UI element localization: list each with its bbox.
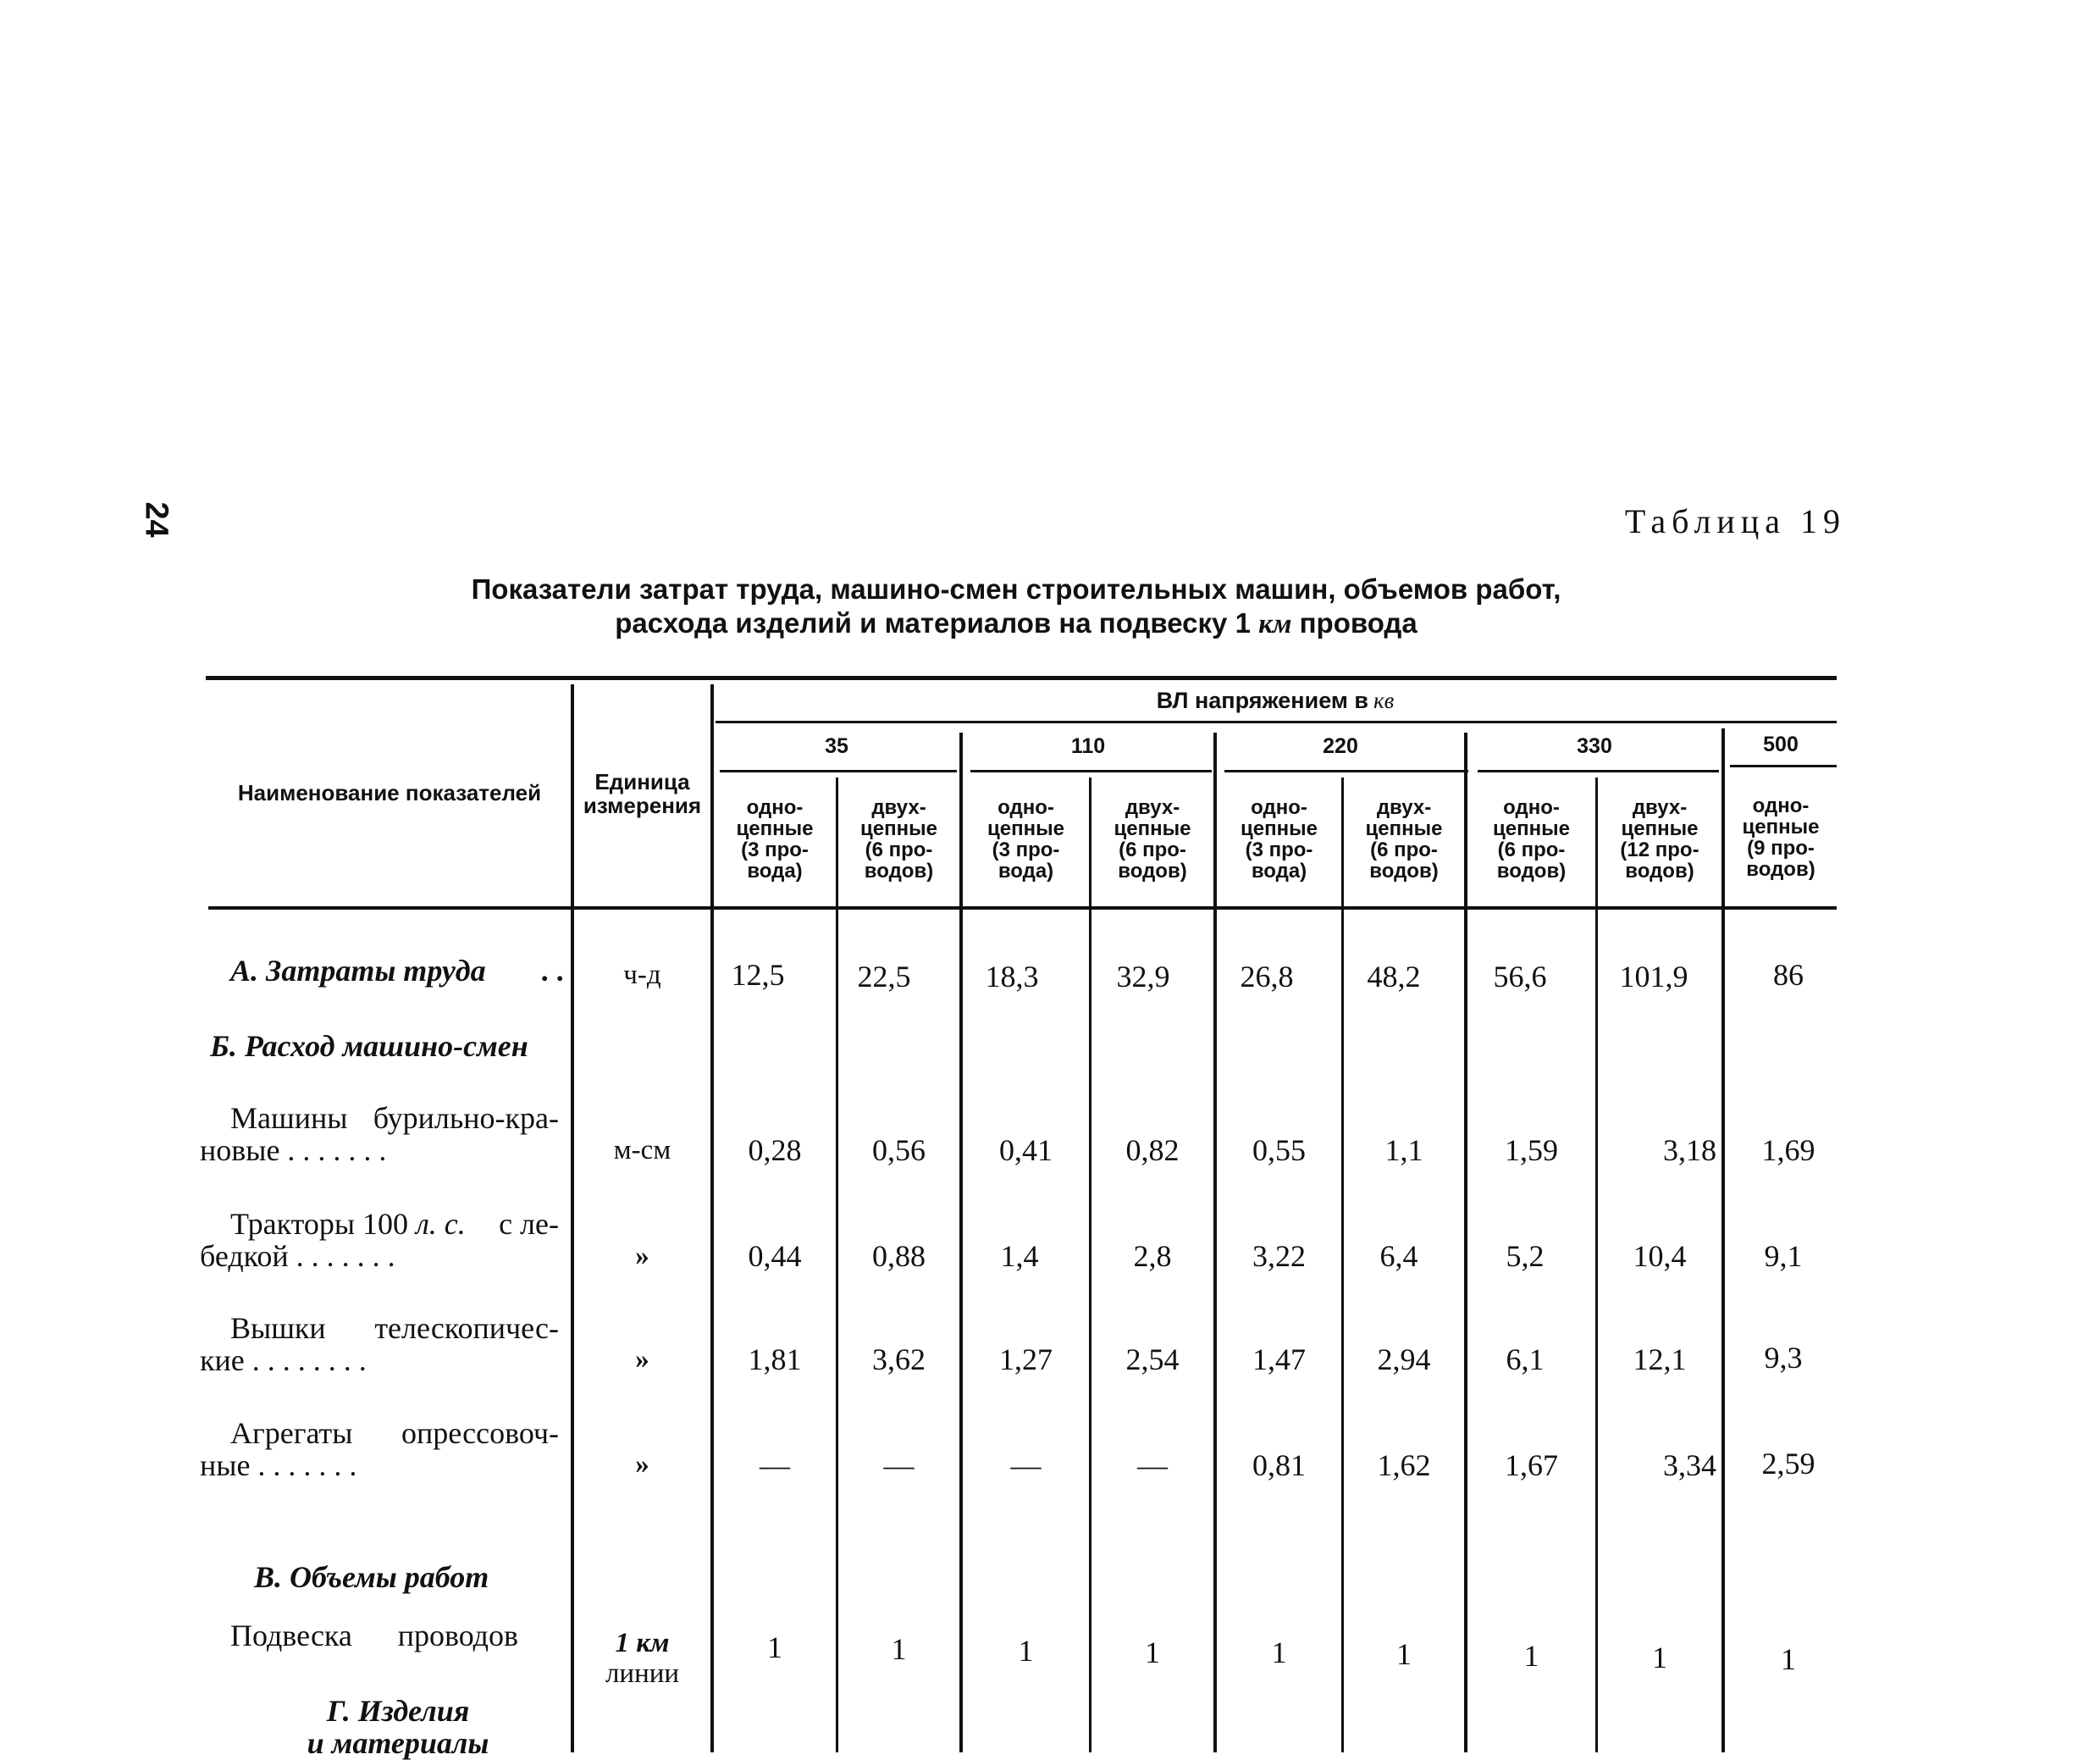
row-2-value-330-single: 5,2 xyxy=(1506,1239,1545,1273)
subheader-500-single: одно- цепные (9 про- водов) xyxy=(1742,794,1820,881)
hanging-value-330-single: 1 xyxy=(1523,1639,1539,1673)
labor-unit: ч-д xyxy=(623,960,661,990)
row-1-value-35-single: 0,28 xyxy=(748,1133,802,1167)
row-1-value-330-double: 3,18 xyxy=(1663,1133,1716,1167)
hanging-value-330-double: 1 xyxy=(1652,1641,1667,1674)
row-1-value-110-double: 0,82 xyxy=(1125,1133,1180,1167)
subheader-330-single: одно- цепные (6 про- водов) xyxy=(1493,796,1570,883)
row-4-value-220-double: 1,62 xyxy=(1377,1448,1431,1482)
row-1-value-500-single: 1,69 xyxy=(1761,1133,1815,1167)
row-3-value-500-single: 9,3 xyxy=(1764,1341,1803,1375)
row-4-value-110-double: — xyxy=(1137,1448,1168,1482)
labor-value-330-single: 56,6 xyxy=(1493,960,1547,993)
title-line-1: Показатели затрат труда, машино-смен строительных машин, объемов работ, xyxy=(471,573,1561,605)
subheader-35-single: одно- цепные (3 про- вода) xyxy=(736,796,814,883)
title-line-2: расхода изделий и материалов на подвеску 1 км провода xyxy=(615,607,1418,639)
hanging-value-35-double: 1 xyxy=(891,1632,907,1666)
voltage-rule-110 xyxy=(970,770,1212,772)
row-2-value-220-single: 3,22 xyxy=(1252,1239,1306,1273)
row-3-value-35-single: 1,81 xyxy=(748,1342,802,1376)
hanging-value-110-single: 1 xyxy=(1018,1634,1034,1668)
header-vl-voltage: ВЛ напряжением в кв xyxy=(1156,687,1395,713)
section-v-work-volumes: В. Объемы работ xyxy=(254,1560,489,1594)
row-2-value-35-single: 0,44 xyxy=(748,1239,802,1273)
row-2-value-330-double: 10,4 xyxy=(1633,1239,1687,1273)
subheader-220-double: двух- цепные (6 про- водов) xyxy=(1365,796,1443,883)
header-unit-column: Единица измерения xyxy=(583,768,702,818)
page-number: 24 xyxy=(138,501,174,538)
header-voltage-110: 110 xyxy=(1070,733,1106,758)
row-telescopic-towers: Вышки телескопичес- кие . . . . . . . . xyxy=(200,1311,559,1377)
row-conductor-hanging: Подвеска проводов xyxy=(230,1619,518,1652)
row-3-value-220-single: 1,47 xyxy=(1252,1342,1306,1376)
row-tractors-with-winch: Тракторы 100 л. с. с ле- бедкой . . . . . . . xyxy=(200,1207,559,1273)
table-label: Таблица 19 xyxy=(1624,502,1846,540)
subheader-110-double: двух- цепные (6 про- водов) xyxy=(1114,796,1191,883)
row-2-unit: » xyxy=(635,1241,649,1271)
hanging-value-35-single: 1 xyxy=(767,1630,782,1664)
voltage-rule-330 xyxy=(1478,770,1719,772)
labor-value-35-single: 12,5 xyxy=(731,958,785,992)
header-voltage-500: 500 xyxy=(1763,732,1799,756)
labor-value-500-single: 86 xyxy=(1773,958,1804,992)
section-g-products-materials: Г. Изделия и материалы xyxy=(307,1694,489,1760)
row-4-unit: » xyxy=(635,1449,649,1480)
row-1-value-330-single: 1,59 xyxy=(1505,1133,1558,1167)
row-2-value-110-double: 2,8 xyxy=(1133,1239,1172,1273)
labor-value-35-double: 22,5 xyxy=(857,960,911,993)
hanging-value-220-single: 1 xyxy=(1271,1635,1287,1669)
row-3-value-330-single: 6,1 xyxy=(1506,1342,1545,1376)
row-4-value-330-double: 3,34 xyxy=(1663,1448,1716,1482)
row-2-value-500-single: 9,1 xyxy=(1764,1239,1803,1273)
row-1-value-35-double: 0,56 xyxy=(872,1133,926,1167)
voltage-rule-35 xyxy=(720,770,957,772)
row-1-value-110-single: 0,41 xyxy=(999,1133,1053,1167)
row-4-value-220-single: 0,81 xyxy=(1252,1448,1306,1482)
hanging-value-220-double: 1 xyxy=(1396,1637,1412,1671)
hanging-value-500-single: 1 xyxy=(1781,1642,1796,1676)
header-voltage-220: 220 xyxy=(1323,733,1358,758)
labor-value-110-double: 32,9 xyxy=(1116,960,1170,993)
voltage-rule-220 xyxy=(1224,770,1468,772)
row-4-value-110-single: — xyxy=(1010,1448,1042,1482)
table-title xyxy=(339,573,1694,641)
row-4-value-35-single: — xyxy=(760,1448,790,1482)
subheader-330-double: двух- цепные (12 про- водов) xyxy=(1620,796,1699,883)
header-voltage-330: 330 xyxy=(1577,733,1612,758)
labor-value-220-double: 48,2 xyxy=(1367,960,1421,993)
row-2-value-220-double: 6,4 xyxy=(1379,1239,1418,1273)
row-3-value-330-double: 12,1 xyxy=(1633,1342,1687,1376)
row-crimping-units: Агрегаты опрессовоч- ные . . . . . . . xyxy=(200,1416,559,1482)
labor-value-220-single: 26,8 xyxy=(1240,960,1294,993)
row-1-value-220-single: 0,55 xyxy=(1252,1133,1306,1167)
hanging-unit: 1 км линии xyxy=(605,1628,680,1689)
voltage-rule-500 xyxy=(1730,765,1837,767)
subheader-220-single: одно- цепные (3 про- вода) xyxy=(1241,796,1318,883)
header-voltage-35: 35 xyxy=(825,733,848,758)
row-4-value-500-single: 2,59 xyxy=(1761,1447,1815,1481)
section-a-labor: А. Затраты труда . . xyxy=(230,954,565,988)
row-1-value-220-double: 1,1 xyxy=(1384,1133,1423,1167)
subheader-110-single: одно- цепные (3 про- вода) xyxy=(987,796,1064,883)
labor-value-330-double: 101,9 xyxy=(1619,960,1688,993)
row-2-value-35-double: 0,88 xyxy=(872,1239,926,1273)
row-4-value-35-double: — xyxy=(883,1448,915,1482)
row-3-unit: » xyxy=(635,1344,649,1375)
section-b-machine-shifts: Б. Расход машино-смен xyxy=(210,1029,528,1063)
row-3-value-110-double: 2,54 xyxy=(1125,1342,1180,1376)
row-3-value-110-single: 1,27 xyxy=(999,1342,1053,1376)
hanging-value-110-double: 1 xyxy=(1145,1635,1160,1669)
header-name-column: Наименование показателей xyxy=(237,780,542,805)
row-2-value-110-single: 1,4 xyxy=(1000,1239,1039,1273)
row-1-unit: м-см xyxy=(613,1135,671,1165)
row-4-value-330-single: 1,67 xyxy=(1505,1448,1558,1482)
row-3-value-220-double: 2,94 xyxy=(1377,1342,1431,1376)
labor-value-110-single: 18,3 xyxy=(985,960,1039,993)
row-3-value-35-double: 3,62 xyxy=(872,1342,926,1376)
row-drilling-crane-machines: Машины бурильно-кра- новые . . . . . . . xyxy=(200,1101,559,1167)
vl-rule xyxy=(716,721,1837,723)
subheader-35-double: двух- цепные (6 про- водов) xyxy=(860,796,937,883)
header-bottom-rule xyxy=(208,906,1837,910)
